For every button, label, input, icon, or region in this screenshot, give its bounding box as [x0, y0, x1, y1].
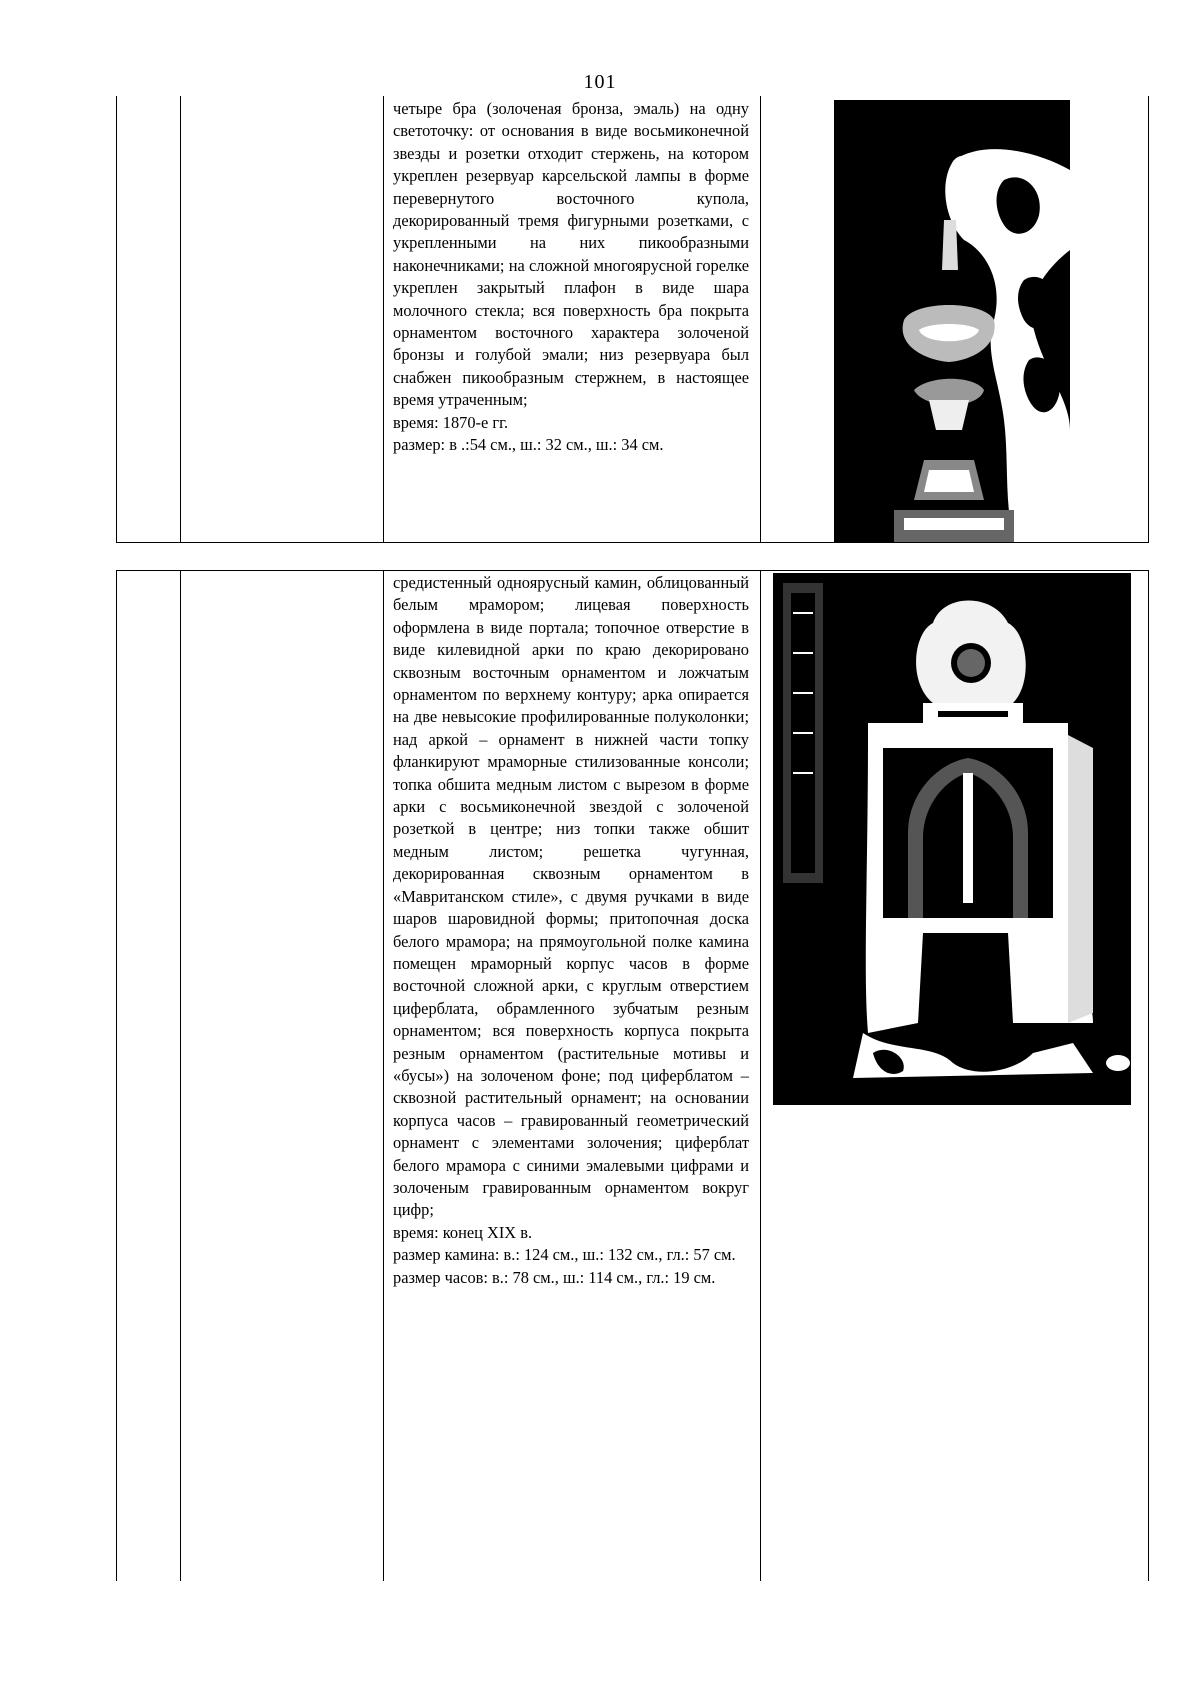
row2-line-col2: [180, 570, 181, 1581]
row1-line-col4: [760, 96, 761, 543]
row1-line-right: [1148, 96, 1149, 543]
fireplace-time: время: конец XIX в.: [393, 1222, 533, 1242]
row1-line-col2: [180, 96, 181, 543]
fireplace-description: средистенный одноярусный камин, облицованный белым мрамором; лицевая поверхность оформлена в виде портала; топочное отверстие в виде килевидной арки по краю декорировано сквозным восточным орнаментом и ложчатым орнаментом по верхнему контуру; арка опирается на две невысокие профилированные полуколонки; над аркой – орнамент в нижней части топку фланкируют мраморные стилизованные консоли; топка обшита медным листом с вырезом в форме арки с восьмиконечной звездой с золоченой розеткой в центре; низ топки также обшит медным листом; решетка чугунная, декорированная сквозным орнаментом в «Мавританском стиле», с двумя ручками в виде шаров шаровидной формы; притопочная доска белого мрамора; на прямоугольной полке камина помещен мраморный корпус часов в форме восточной сложной арки, с круглым отверстием циферблата, обрамленного зубчатым резным орнаментом; вся поверхность корпуса покрыта резным орнаментом (растительные мотивы и «бусы») на золоченом фоне; под циферблатом – сквозной растительный орнамент; на основании корпуса часов – гравированный геометрический орнамент с элементами золочения; циферблат белого мрамора с синими эмалевыми цифрами и золоченым гравированным орнаментом вокруг цифр;: [393, 573, 749, 1220]
sconce-description: четыре бра (золоченая бронза, эмаль) на одну светоточку: от основания в виде восьмиконечной звезды и розетки отходит стержень, на котором укреплен резервуар карсельской лампы в форме перевернутого восточного купола, декорированный тремя фигурными розетками, с укрепленными на них пикообразными наконечниками; на сложной многоярусной горелке укреплен закрытый плафон в виде шара молочного стекла; вся поверхность бра покрыта орнаментом восточного характера золоченой бронзы и голубой эмали; низ резервуара был снабжен пикообразным стержнем, в настоящее время утраченным;: [393, 99, 749, 410]
row2-line-col3: [383, 570, 384, 1581]
fireplace-photo-image: [773, 573, 1131, 1105]
row2-top-border: [116, 570, 1149, 571]
sconce-photo-image: [834, 100, 1070, 542]
sconce-size: размер: в .:54 см., ш.: 32 см., ш.: 34 см.: [393, 435, 664, 455]
fireplace-photo: [773, 573, 1131, 1105]
row1-line-left: [116, 96, 117, 543]
sconce-description-cell: [393, 98, 749, 457]
fireplace-size: размер камина: в.: 124 см., ш.: 132 см., гл.: 57 см.: [393, 1245, 736, 1265]
page-number: 101: [583, 71, 617, 93]
fireplace-description-cell: [393, 572, 749, 1289]
sconce-time: время: 1870-е гг.: [393, 412, 509, 432]
row2-line-left: [116, 570, 117, 1581]
sconce-photo: [834, 100, 1070, 542]
row2-line-col4: [760, 570, 761, 1581]
row1-bottom-border: [116, 542, 1149, 543]
clock-size: размер часов: в.: 78 см., ш.: 114 см., гл.: 19 см.: [393, 1267, 716, 1287]
row1-line-col3: [383, 96, 384, 543]
row2-line-right: [1148, 570, 1149, 1581]
